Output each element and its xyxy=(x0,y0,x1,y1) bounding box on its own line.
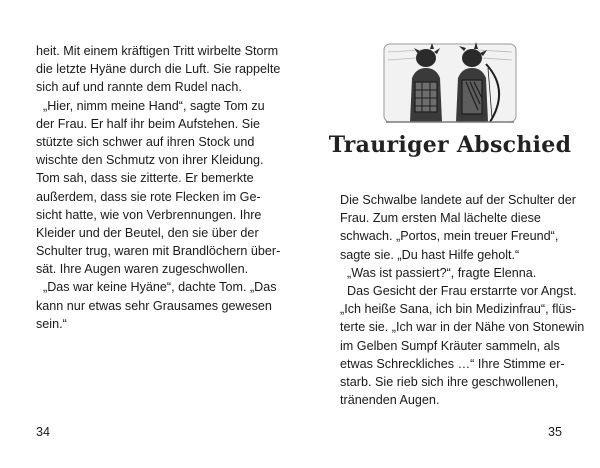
text-line: schwach. „Portos, mein treuer Freund“, xyxy=(340,229,559,244)
text-line: sät. Ihre Augen waren zugeschwollen. xyxy=(36,262,249,277)
text-line: die letzte Hyäne durch die Luft. Sie rappelte xyxy=(36,62,281,77)
page-number-right: 35 xyxy=(548,425,563,439)
text-line: „Hier, nimm meine Hand“, sagte Tom zu xyxy=(36,98,265,113)
text-line: etwas Schreckliches …“ Ihre Stimme er- xyxy=(340,356,565,371)
text-line: im Gelben Sumpf Kräuter sammeln, als xyxy=(340,338,560,353)
text-line: sagte sie. „Du hast Hilfe geholt.“ xyxy=(340,247,520,262)
text-line: terte sie. „Ich war in der Nähe von Stonewin xyxy=(340,320,585,335)
text-line: Das Gesicht der Frau erstarrte vor Angst. xyxy=(340,283,577,298)
text-line: Tom sah, dass sie zitterte. Er bemerkte xyxy=(36,171,254,186)
text-line: Frau. Zum ersten Mal lächelte diese xyxy=(340,211,541,226)
chapter-title: Trauriger Abschied xyxy=(328,132,572,158)
text-line: außerdem, dass sie rote Flecken im Ge- xyxy=(36,189,261,204)
text-line: „Ich heiße Sana, ich bin Medizinfrau“, flüs- xyxy=(340,302,576,317)
text-line: stützte sich schwer auf ihren Stock und xyxy=(36,134,255,149)
text-line: sein.“ xyxy=(36,316,67,331)
text-line: „Das war keine Hyäne“, dachte Tom. „Das xyxy=(36,280,277,295)
right-page-body xyxy=(340,191,585,409)
text-line: Kleider und der Beutel, den sie über der xyxy=(36,225,259,240)
text-line: „Was ist passiert?“, fragte Elenna. xyxy=(340,265,537,280)
text-line: wischte den Schmutz von ihrer Kleidung. xyxy=(36,153,264,168)
text-line: Die Schwalbe landete auf der Schulter der xyxy=(340,193,576,207)
two-knights-chapter-illustration-icon xyxy=(382,38,518,124)
text-line: sicht hatte, wie von Verbrennungen. Ihre xyxy=(36,207,262,222)
text-line: kann nur etwas sehr Grausames gewesen xyxy=(36,298,272,313)
text-line: tränenden Augen. xyxy=(340,393,440,408)
page-number-left: 34 xyxy=(36,425,51,439)
left-page-body xyxy=(36,42,281,333)
text-line: heit. Mit einem kräftigen Tritt wirbelte Storm xyxy=(36,44,279,58)
text-line: Schulter trug, waren mit Brandlöchern über- xyxy=(36,244,281,259)
text-line: starb. Sie rieb sich ihre geschwollenen, xyxy=(340,374,559,389)
text-line: sich auf und rannte dem Rudel nach. xyxy=(36,80,242,95)
text-line: der Frau. Er half ihr beim Aufstehen. Sie xyxy=(36,116,260,131)
